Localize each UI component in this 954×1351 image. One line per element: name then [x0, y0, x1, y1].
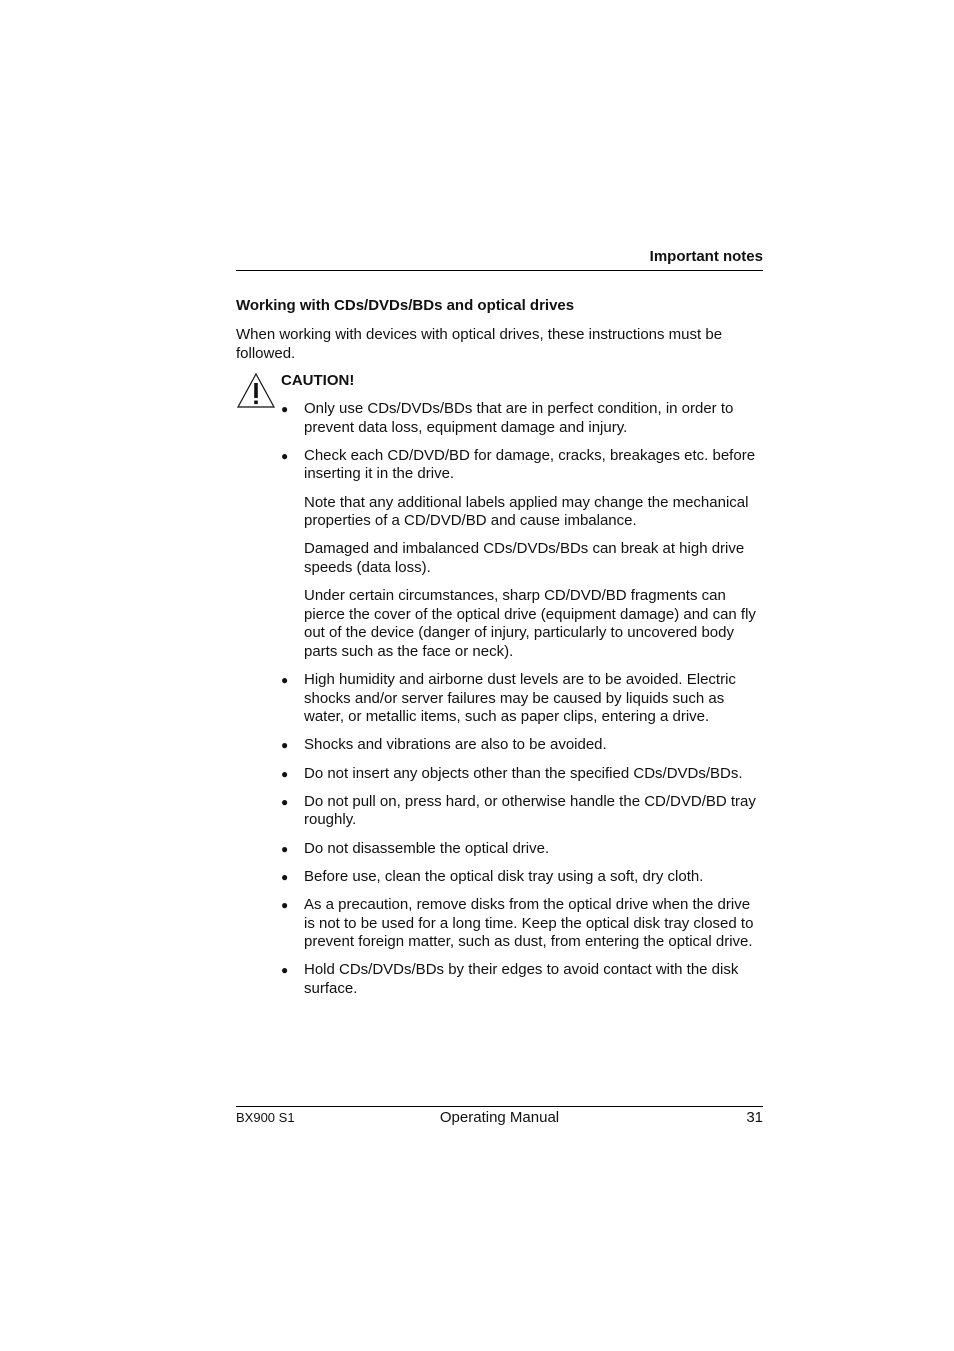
- bullet-icon: ●: [281, 402, 289, 416]
- list-item: [281, 736, 763, 755]
- list-item-text: Hold CDs/DVDs/BDs by their edges to avoid contact with the disk surface.: [304, 961, 739, 997]
- list-item-text: Do not pull on, press hard, or otherwise handle the CD/DVD/BD tray roughly.: [304, 792, 756, 829]
- list-item-text: Do not insert any objects other than the specified CDs/DVDs/BDs.: [304, 764, 743, 782]
- page-number: 31: [746, 1109, 763, 1126]
- list-item-text: As a precaution, remove disks from the optical drive when the drive is not to be used for a long time. Keep the optical disk tray closed to prevent foreign matter, such as dust, from entering the optical drive.: [304, 896, 754, 951]
- footer-manual-title: Operating Manual: [439, 1109, 560, 1126]
- list-item-text: Before use, clean the optical disk tray using a soft, dry cloth.: [304, 867, 704, 885]
- caution-list: [281, 400, 763, 1008]
- bullet-icon: ●: [281, 448, 289, 463]
- caution-title: CAUTION!: [281, 372, 355, 389]
- bullet-icon: ●: [281, 766, 289, 781]
- list-item-text: Check each CD/DVD/BD for damage, cracks, breakages etc. before inserting it in the drive.: [304, 446, 756, 483]
- list-item: [281, 671, 763, 727]
- list-item: [281, 868, 763, 887]
- page-header: [236, 248, 763, 271]
- bullet-icon: ●: [281, 963, 289, 978]
- bullet-icon: ●: [281, 898, 289, 912]
- list-item: [281, 447, 763, 662]
- bullet-icon: ●: [281, 673, 289, 688]
- list-item: [281, 896, 763, 952]
- bullet-icon: ●: [281, 869, 289, 884]
- footer-product: BX900 S1: [236, 1110, 295, 1125]
- list-item-text: Note that any additional labels applied may change the mechanical properties of a CD/DVD/BD and cause imbalance.: [304, 493, 749, 530]
- list-item-text: Shocks and vibrations are also to be avoided.: [304, 736, 607, 754]
- bullet-icon: ●: [281, 841, 289, 856]
- list-item-text: Do not disassemble the optical drive.: [304, 839, 550, 857]
- list-item-text: High humidity and airborne dust levels are to be avoided. Electric shocks and/or server failures may be caused by liquids such as water, or metallic items, such as paper clips, entering a drive.: [304, 671, 736, 726]
- list-item: [281, 840, 763, 859]
- list-item-text: Under certain circumstances, sharp CD/DVD/BD fragments can pierce the cover of the optical drive (equipment damage) and can fly out of the device (danger of injury, particularly to uncovered body parts such as the face or neck).: [304, 587, 756, 660]
- list-item-text: Only use CDs/DVDs/BDs that are in perfect condition, in order to prevent data loss, equipment damage and injury.: [304, 400, 734, 436]
- header-title: Important notes: [649, 248, 763, 265]
- bullet-icon: ●: [281, 794, 289, 809]
- list-item: [281, 400, 763, 437]
- section-title: Working with CDs/DVDs/BDs and optical drives: [236, 297, 575, 314]
- bullet-icon: ●: [281, 738, 289, 753]
- list-item: [281, 765, 763, 784]
- intro-text: When working with devices with optical drives, these instructions must be followed.: [236, 326, 723, 362]
- page-footer: [236, 1106, 763, 1129]
- warning-triangle-icon: [236, 372, 276, 412]
- list-item-text: Damaged and imbalanced CDs/DVDs/BDs can break at high drive speeds (data loss).: [304, 540, 745, 576]
- list-item: [281, 793, 763, 830]
- list-item: [281, 961, 763, 998]
